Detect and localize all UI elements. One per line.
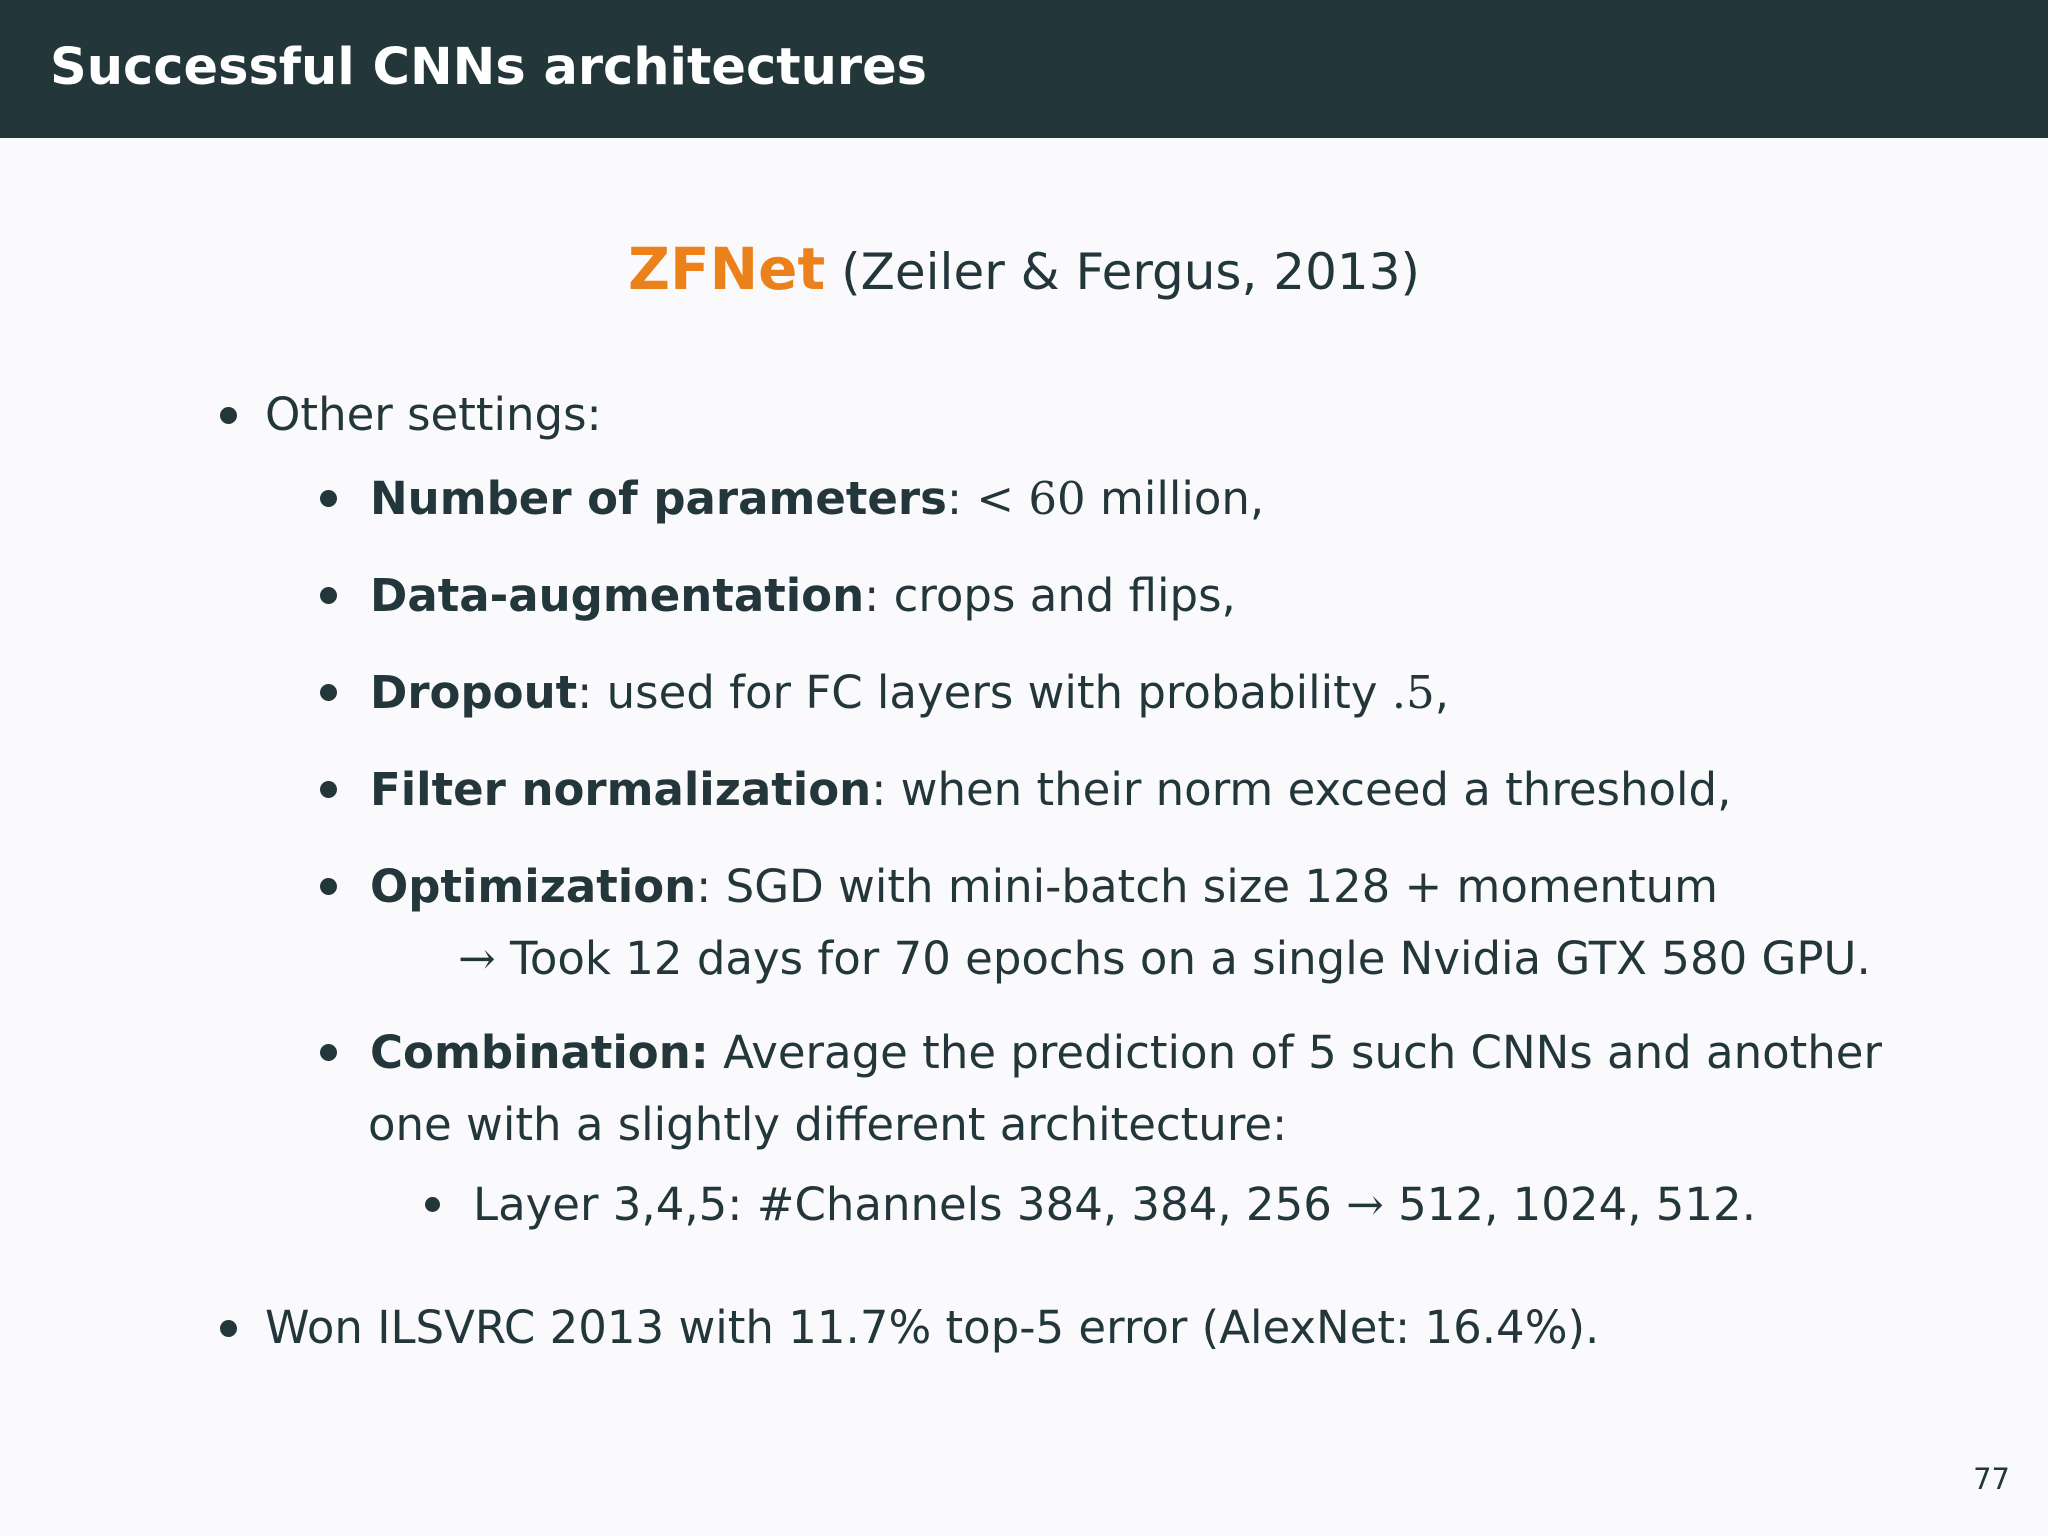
- optimization-note-line: [458, 932, 1871, 985]
- bullet-augmentation: [370, 569, 1236, 622]
- bullet-dot: [320, 684, 337, 701]
- augmentation-sep: :: [864, 569, 880, 622]
- bullet-won: Won ILSVRC 2013 with 11.7% top-5 error (AlexNet: 16.4%).: [265, 1301, 1600, 1354]
- combination-label: Combination:: [370, 1026, 709, 1079]
- filter-norm-text: when their norm exceed a threshold,: [900, 763, 1732, 816]
- dropout-text: used for FC layers with probability: [606, 666, 1378, 719]
- citation: (Zeiler & Fergus, 2013): [841, 243, 1421, 301]
- combination-text: Average the prediction of 5 such CNNs and another: [723, 1026, 1882, 1079]
- bullet-dropout: [370, 666, 1449, 719]
- augmentation-label: Data-augmentation: [370, 569, 865, 622]
- optimization-text: SGD with mini-batch size 128 + momentum: [725, 860, 1718, 913]
- bullet-filter-normalization: [370, 763, 1731, 816]
- bullet-dot: [220, 1320, 237, 1337]
- dropout-tail: ,: [1434, 666, 1450, 719]
- bullet-combination: [370, 1026, 1882, 1079]
- arrow-right-icon: →: [458, 932, 496, 985]
- section-subtitle: [0, 235, 2048, 303]
- bullet-layers: [473, 1178, 1756, 1231]
- bullet-dot: [320, 1044, 337, 1061]
- parameters-math: < 60: [976, 472, 1086, 525]
- layers-text: Layer 3,4,5: #Channels 384, 384, 256: [473, 1178, 1332, 1231]
- zfnet-name: ZFNet: [627, 235, 826, 303]
- augmentation-text: crops and flips,: [893, 569, 1236, 622]
- page-number: 77: [1973, 1462, 2010, 1496]
- parameters-text: million,: [1099, 472, 1265, 525]
- filter-norm-label: Filter normalization: [370, 763, 872, 816]
- dropout-sep: :: [577, 666, 593, 719]
- slide-title: Successful CNNs architectures: [50, 38, 928, 97]
- parameters-sep: :: [946, 472, 963, 525]
- optimization-label: Optimization: [370, 860, 697, 913]
- bullet-optimization: [370, 860, 1718, 913]
- slide-header: [0, 0, 2048, 138]
- bullet-dot: [320, 878, 337, 895]
- bullet-parameters: [370, 472, 1264, 525]
- bullet-dot: [320, 490, 337, 507]
- arrow-right-icon: →: [1346, 1178, 1384, 1231]
- layers-tail: 512, 1024, 512.: [1398, 1178, 1756, 1231]
- bullet-dot: [220, 407, 237, 424]
- dropout-label: Dropout: [370, 666, 578, 719]
- combination-text-continued: one with a slightly different architecture:: [368, 1098, 1288, 1151]
- bullet-dot: [425, 1197, 440, 1212]
- bullet-other-settings: Other settings:: [265, 388, 602, 441]
- optimization-note: Took 12 days for 70 epochs on a single Nvidia GTX 580 GPU.: [510, 932, 1871, 985]
- bullet-dot: [320, 587, 337, 604]
- filter-norm-sep: :: [871, 763, 887, 816]
- bullet-dot: [320, 781, 337, 798]
- dropout-math: .5: [1391, 666, 1435, 719]
- optimization-sep: :: [696, 860, 712, 913]
- parameters-label: Number of parameters: [370, 472, 947, 525]
